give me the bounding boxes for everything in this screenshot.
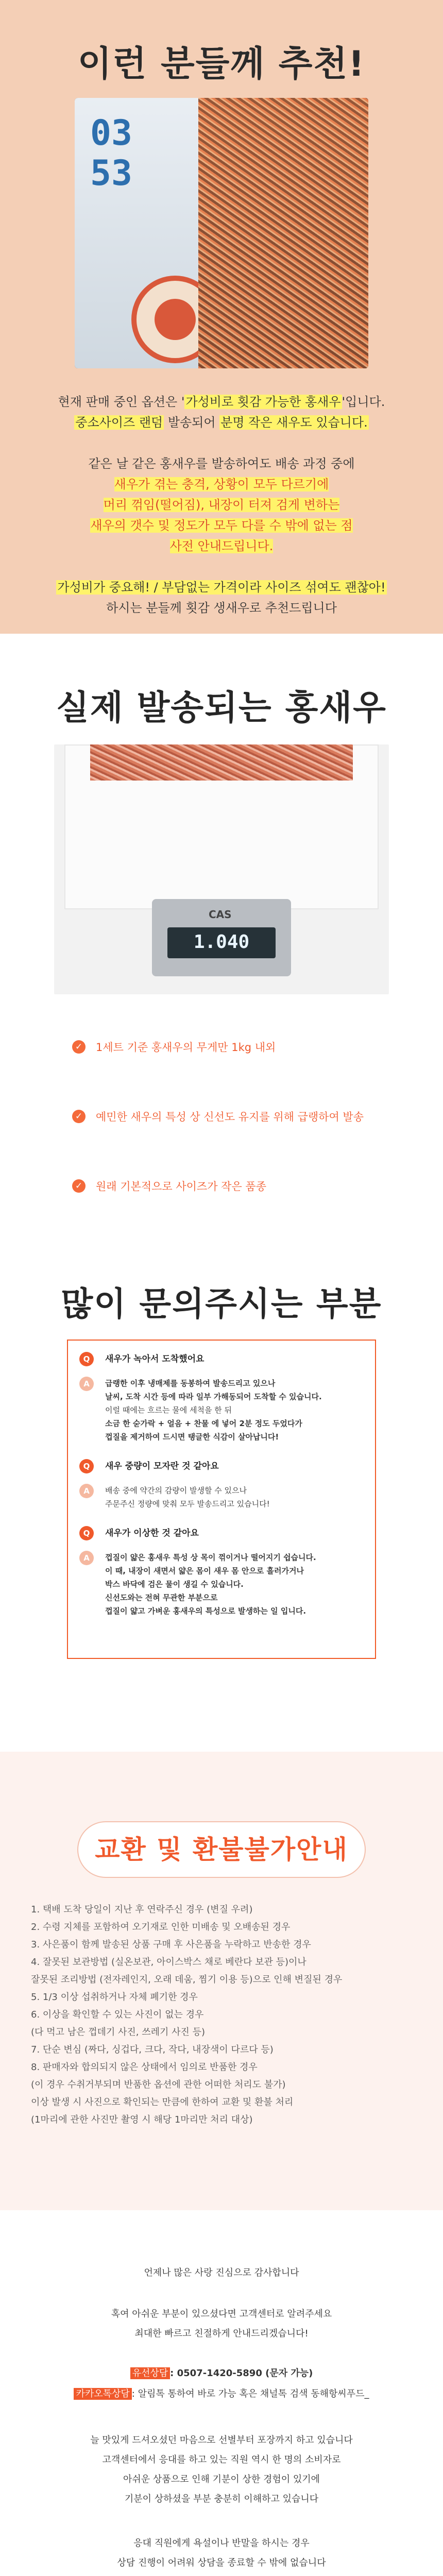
faq-answer xyxy=(79,1551,316,1618)
recommend-text-part: 하시는 분들께 횟감 생새우로 추천드립니다 xyxy=(106,601,337,615)
recommend-line xyxy=(0,392,443,412)
kakao-label: 카카오톡상담 xyxy=(74,2388,131,2400)
recommend-text-part: '입니다. xyxy=(342,395,385,409)
recommend-text-part: 분명 작은 새우도 있습니다. xyxy=(220,415,368,430)
shrimp-on-tray xyxy=(90,744,353,781)
answer-line: 소금 한 숟가락 + 얼음 + 찬물 에 넣어 2분 정도 두었다가 xyxy=(105,1419,302,1428)
exchange-item: 이상 발생 시 사진으로 확인되는 만큼에 한하여 교환 및 환불 처리 xyxy=(31,2097,294,2108)
kakao-contact xyxy=(0,2385,443,2403)
answer-line: 이 때, 내장이 새면서 얇은 몸이 새우 몸 안으로 흘러가거나 xyxy=(105,1566,304,1575)
check-item xyxy=(72,1037,276,1057)
phone-value: : 0507-1420-5890 (문자 가능) xyxy=(170,2368,313,2379)
faq-answer xyxy=(79,1484,270,1511)
recommend-line xyxy=(0,412,443,433)
para-line: 아쉬운 상품으로 인해 기분이 상한 경험이 있기에 xyxy=(123,2474,320,2485)
recommend-text-part: 발송되어 xyxy=(164,415,220,430)
check-text: 원래 기본적으로 사이즈가 작은 품종 xyxy=(96,1180,266,1193)
exchange-item: 3. 사은품이 함께 발송된 상품 구매 후 사은품을 누락하고 반송한 경우 xyxy=(31,1939,311,1950)
phone-label: 유선상담 xyxy=(130,2367,171,2379)
question-badge-icon: Q xyxy=(79,1459,94,1473)
exchange-item: (1마리에 관한 사진만 촬영 시 해당 1마리만 처리 대상) xyxy=(31,2114,253,2125)
para-line: 늘 맛있게 드셔오셨던 마음으로 선별부터 포장까지 하고 있습니다 xyxy=(90,2435,353,2446)
recommend-text-part: 새우가 겪는 충격, 상황이 모두 다르기에 xyxy=(114,477,329,492)
answer-badge-icon: A xyxy=(79,1551,94,1565)
kakao-value: : 알림톡 통하여 바로 가능 혹은 채널톡 검색 동해항씨푸드_ xyxy=(131,2388,369,2399)
exchange-item: 7. 단순 변심 (짜다, 싱겁다, 크다, 작다, 내장색이 다르다 등) xyxy=(31,2044,274,2055)
para-line: 응대 직원에게 욕설이나 반말을 하시는 경우 xyxy=(133,2538,310,2549)
scale-photo xyxy=(54,744,389,994)
answer-text xyxy=(105,1551,316,1618)
answer-text xyxy=(105,1484,270,1511)
answer-line: 이럴 때에는 흐르는 물에 세척을 한 뒤 xyxy=(105,1405,232,1415)
question-text: 새우가 녹아서 도착했어요 xyxy=(105,1354,205,1364)
recommend-line xyxy=(0,515,443,536)
check-text: 예민한 새우의 특성 상 신선도 유지를 위해 급랭하여 발송 xyxy=(96,1111,364,1123)
recommend-text-part: 중소사이즈 랜덤 xyxy=(75,415,163,430)
faq-box xyxy=(67,1340,376,1659)
check-icon: ✓ xyxy=(72,1040,86,1054)
actual-shipment-title: 실제 발송되는 홍새우 xyxy=(56,688,387,727)
faq-answer xyxy=(79,1377,322,1444)
para-line: 상담 진행이 어려워 상담을 종료할 수 밖에 없습니다 xyxy=(117,2557,326,2568)
answer-badge-icon: A xyxy=(79,1484,94,1498)
check-icon: ✓ xyxy=(72,1110,86,1123)
exchange-item: (이 경우 수취거부되며 반품한 옵션에 관한 어떠한 처리도 불가) xyxy=(31,2079,286,2090)
check-item xyxy=(72,1106,364,1127)
recommend-text-part: 현재 판매 중인 옵션은 ' xyxy=(58,395,185,409)
faq-question xyxy=(79,1526,199,1540)
answer-text xyxy=(105,1377,322,1444)
answer-line: 주문주신 정량에 맞춰 모두 발송드리고 있습니다! xyxy=(105,1499,270,1509)
para-line: 고객센터에서 응대를 하고 있는 직원 역시 한 명의 소비자로 xyxy=(102,2454,341,2465)
exchange-item: (다 먹고 남은 껍데기 사진, 쓰레기 사진 등) xyxy=(31,2027,206,2038)
answer-badge-icon: A xyxy=(79,1377,94,1391)
answer-line: 급랭한 이후 냉매제를 동봉하여 발송드리고 있으나 xyxy=(105,1379,276,1388)
exchange-item: 1. 택배 도착 당일이 지난 후 연락주신 경우 (변질 우려) xyxy=(31,1904,253,1915)
exchange-item: 잘못된 조리방법 (전자레인지, 오래 데움, 찜기 이용 등)으로 인해 변질된 경우 xyxy=(31,1974,343,1985)
exchange-list xyxy=(31,1901,422,2129)
question-text: 새우가 이상한 것 같아요 xyxy=(105,1528,199,1538)
question-badge-icon: Q xyxy=(79,1526,94,1540)
exchange-item: 2. 수령 지체를 포함하여 오기재로 인한 미배송 및 오배송된 경우 xyxy=(31,1922,291,1933)
answer-line: 날씨, 도착 시간 등에 따라 일부 가해동되어 도착할 수 있습니다. xyxy=(105,1392,322,1401)
faq-title: 많이 문의주시는 부분 xyxy=(61,1285,382,1324)
answer-line: 껍질이 얇고 가벼운 홍새우의 특성으로 발생하는 일 입니다. xyxy=(105,1606,306,1616)
recommend-text-part: 가성비가 중요해! / 부담없는 가격이라 사이즈 섞여도 괜찮아! xyxy=(57,580,386,595)
para-line: 기분이 상하셨을 부분 충분히 이해하고 있습니다 xyxy=(124,2494,319,2504)
exchange-title: 교환 및 환불불가안내 xyxy=(77,1821,366,1878)
exchange-item: 6. 이상을 확인할 수 있는 사진이 없는 경우 xyxy=(31,2009,204,2020)
warning-line xyxy=(0,2574,443,2576)
recommend-line xyxy=(0,598,443,618)
check-text: 1세트 기준 홍새우의 무게만 1kg 내외 xyxy=(96,1041,276,1054)
check-item xyxy=(72,1176,266,1196)
question-text: 새우 중량이 모자란 것 같아요 xyxy=(105,1461,219,1471)
recommend-text-part: 새우의 갯수 및 정도가 모두 다를 수 밖에 없는 점 xyxy=(90,518,353,533)
recommend-line xyxy=(0,536,443,556)
exchange-item: 4. 잘못된 보관방법 (실온보관, 아이스박스 채로 베란다 보관 등)이나 xyxy=(31,1957,306,1968)
answer-line: 신선도와는 전혀 무관한 부분으로 xyxy=(105,1593,218,1602)
scale-display xyxy=(167,927,276,958)
recommend-text-part: 머리 꺾임(떨어짐), 내장이 터져 검게 변하는 xyxy=(103,498,340,512)
product-photo xyxy=(75,98,368,368)
faq-question xyxy=(79,1459,219,1473)
phone-contact xyxy=(0,2365,443,2382)
recommend-line xyxy=(0,453,443,474)
recommend-title: 이런 분들께 추천! xyxy=(77,44,366,84)
exchange-item: 5. 1/3 이상 섭취하거나 자체 폐기한 경우 xyxy=(31,1992,198,2003)
exchange-item: 8. 판매자와 합의되지 않은 상태에서 임의로 반품한 경우 xyxy=(31,2062,258,2073)
answer-line: 배송 중에 약간의 감량이 발생할 수 있으나 xyxy=(105,1486,247,1495)
answer-line: 박스 바닥에 검은 물이 생길 수 있습니다. xyxy=(105,1580,244,1589)
answer-line: 껍질을 제거하여 드시면 탱글한 식감이 살아납니다! xyxy=(105,1432,279,1442)
answer-line: 껍질이 얇은 홍새우 특성 상 목이 꺾이거나 떨어지기 쉽습니다. xyxy=(105,1553,316,1562)
scale-reading: 1.040 xyxy=(193,931,250,953)
thanks-line: 언제나 많은 사랑 진심으로 감사합니다 xyxy=(144,2267,299,2278)
recommend-text-part: 가성비로 횟감 가능한 홍새우 xyxy=(185,395,341,409)
bag-number: 03 53 xyxy=(90,113,132,194)
shrimp-pile xyxy=(198,98,368,368)
intro-line: 최대한 빠르고 친절하게 안내드리겠습니다! xyxy=(134,2328,309,2339)
recommend-line xyxy=(0,495,443,515)
scale-brand: CAS xyxy=(209,908,232,921)
recommend-line xyxy=(0,474,443,495)
recommend-text-part: 사전 안내드립니다. xyxy=(169,539,274,553)
check-icon: ✓ xyxy=(72,1179,86,1193)
intro-line: 혹여 아쉬운 부분이 있으셨다면 고객센터로 알려주세요 xyxy=(111,2309,332,2319)
recommend-line xyxy=(0,577,443,598)
recommend-text-part: 같은 날 같은 홍새우를 발송하여도 배송 과정 중에 xyxy=(88,456,355,471)
faq-question xyxy=(79,1352,204,1366)
question-badge-icon: Q xyxy=(79,1352,94,1366)
